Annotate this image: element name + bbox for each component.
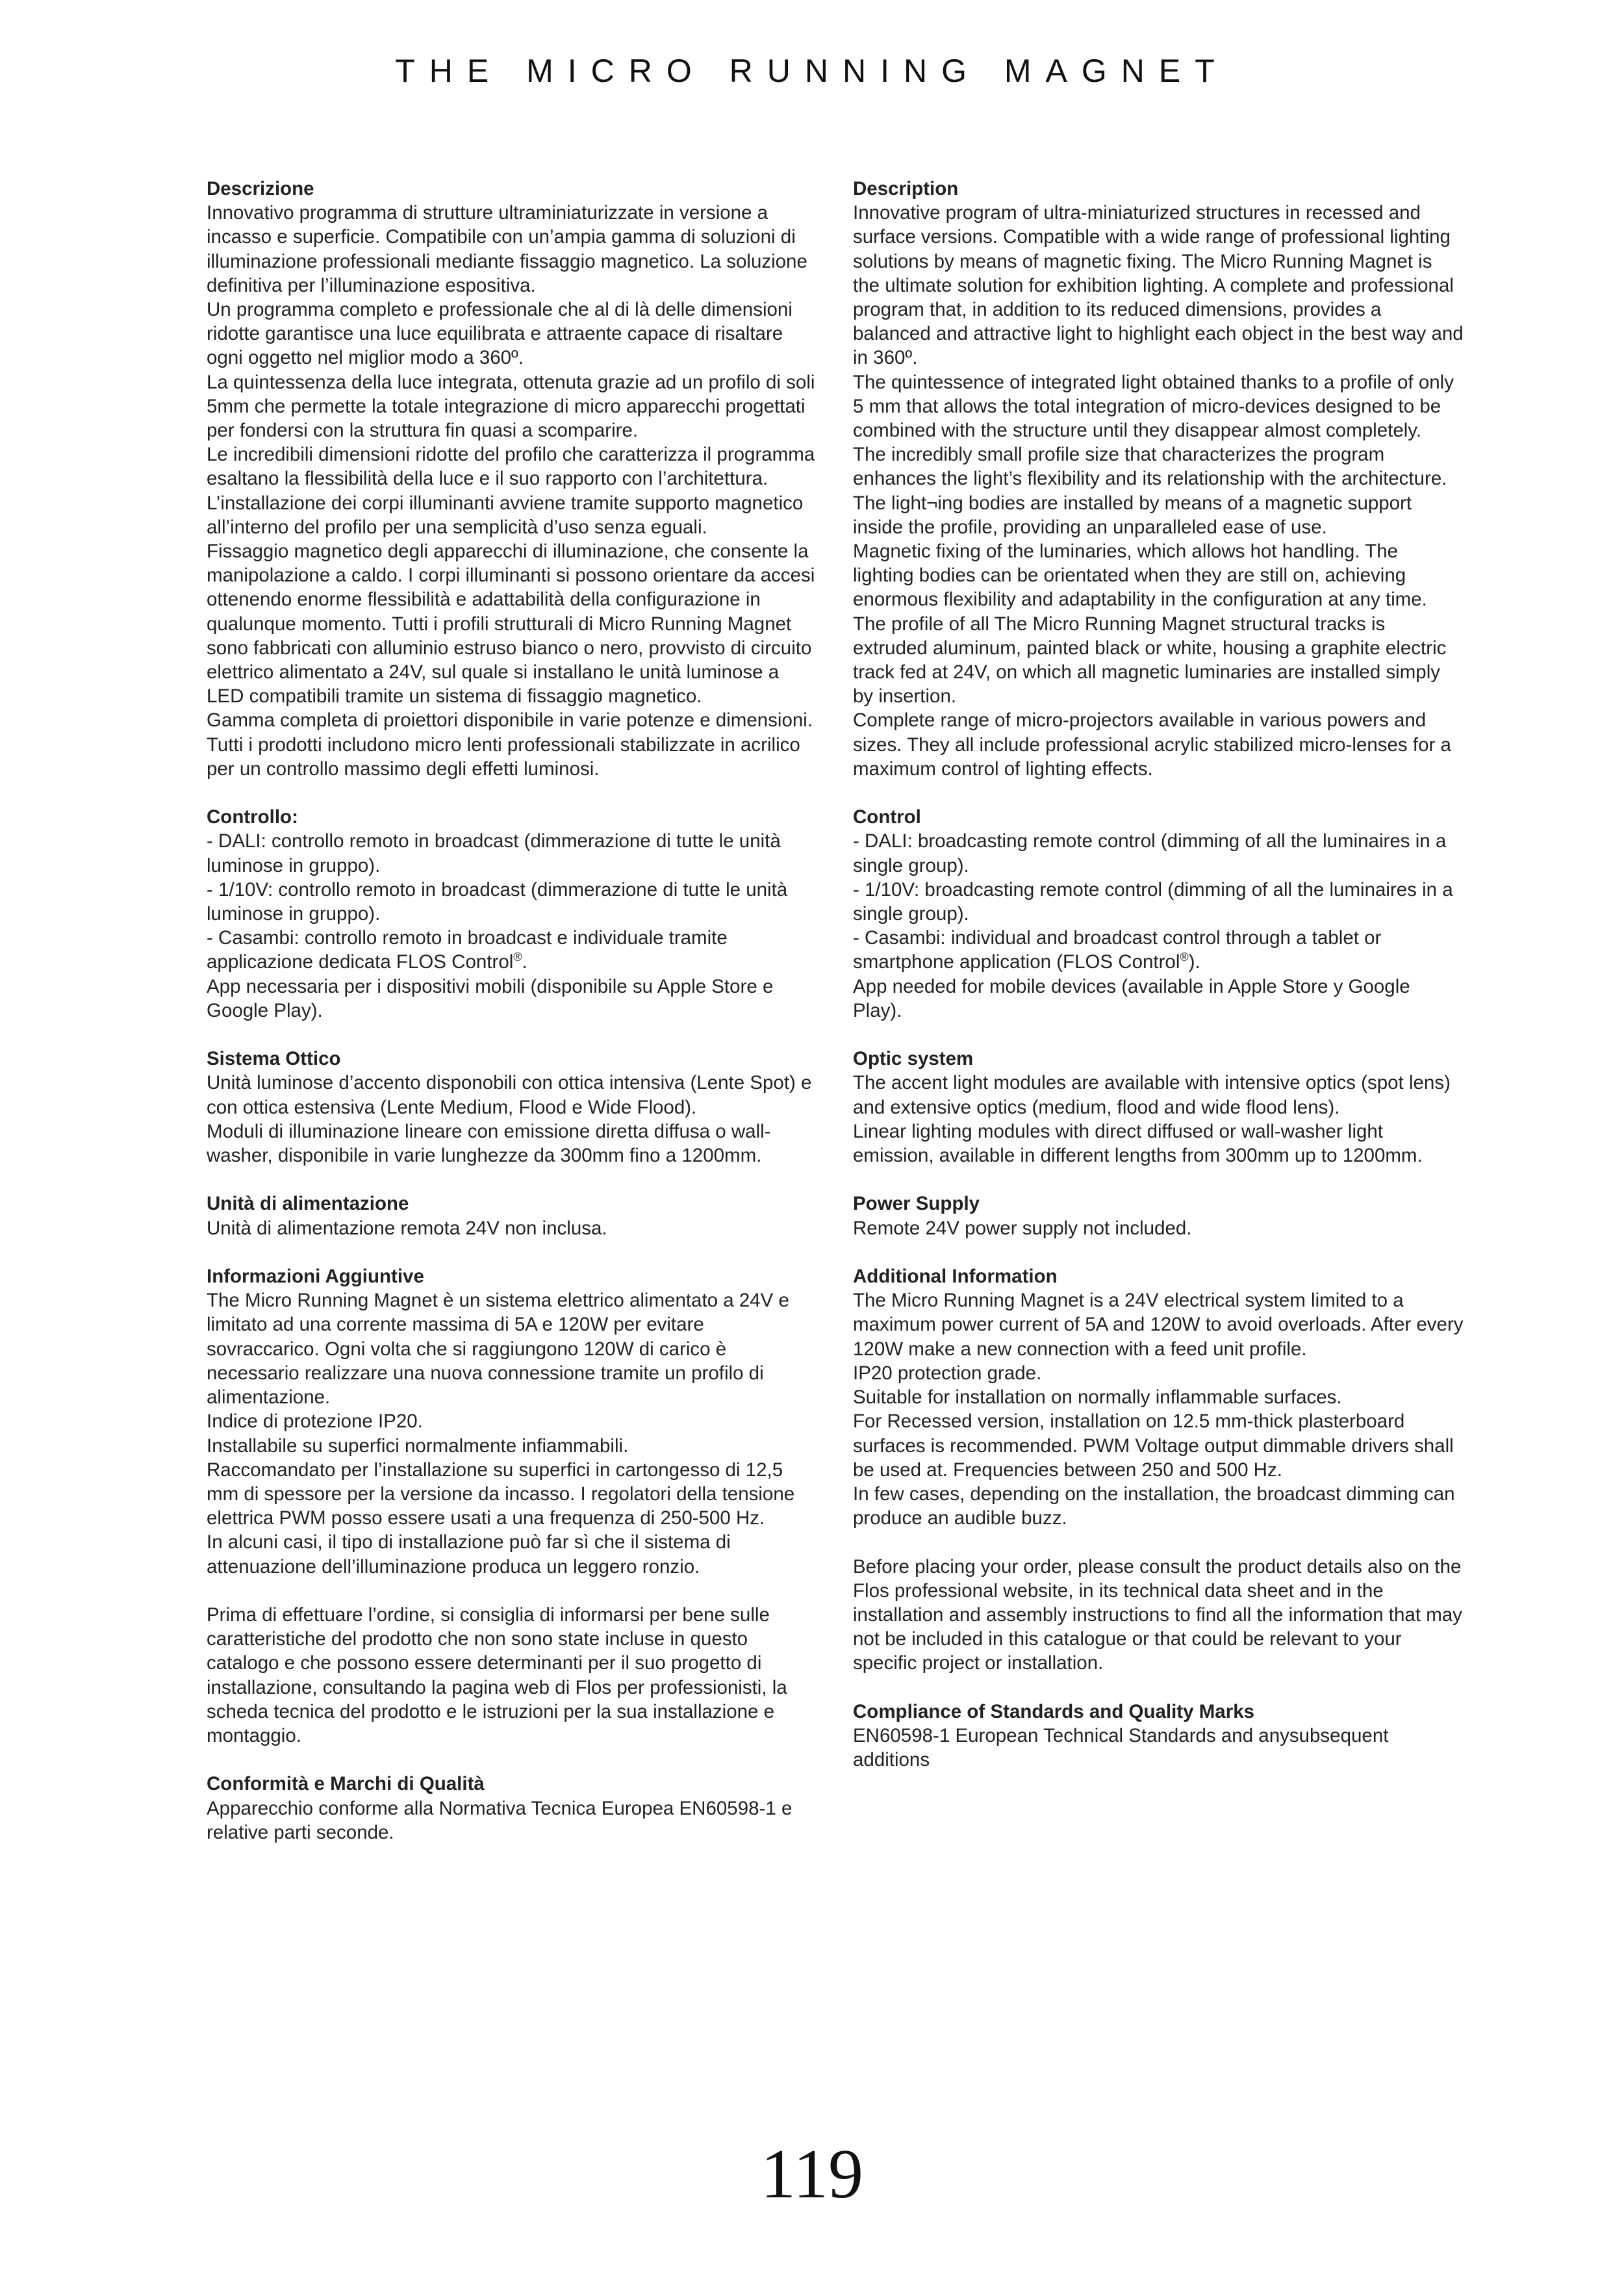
- control-line: App needed for mobile devices (available in Apple Store y Google Play).: [853, 975, 1410, 1021]
- paragraph: Apparecchio conforme alla Normativa Tecnica Europea EN60598-1 e relative parti seconde.: [207, 1797, 793, 1843]
- informazioni-aggiuntive-section: [207, 1264, 817, 1579]
- description-section: [853, 177, 1464, 781]
- paragraph: Installabile su superfici normalmente infiammabili.: [207, 1435, 629, 1457]
- paragraph: IP20 protection grade.: [853, 1362, 1042, 1384]
- paragraph: Magnetic fixing of the luminaries, which allows hot handling. The lighting bodies can be orientated when they are still on, achieving enormous flexibility and adaptability in the configuration at any time. The profile of all The Micro Running Magnet structural tracks is extruded aluminum, painted black or white, housing a graphite electric track fed at 24V, on which all magnetic luminaries are installed simply by insertion.: [853, 541, 1447, 708]
- section-heading: Informazioni Aggiuntive: [207, 1266, 424, 1288]
- paragraph: EN60598-1 European Technical Standards and anysubsequent additions: [853, 1724, 1389, 1771]
- paragraph: Un programma completo e professionale che al di là delle dimensioni ridotte garantisce una luce equilibrata e attraente capace di risaltare ogni oggetto nel miglior modo a 360º.: [207, 299, 793, 369]
- control-line-text: - Casambi: controllo remoto in broadcast e individuale tramite applicazione dedicata FLOS Control: [207, 927, 728, 973]
- english-column: [853, 177, 1464, 1796]
- registered-mark: ®: [513, 951, 522, 964]
- control-line-suffix: .: [522, 951, 527, 973]
- paragraph: Gamma completa di proiettori disponibile in varie potenze e dimensioni. Tutti i prodotti includono micro lenti professionali stabilizzate in acrilico per un controllo massimo degli effetti luminosi.: [207, 709, 813, 780]
- paragraph: Raccomandato per l’installazione su superfici in cartongesso di 12,5 mm di spessore per la versione da incasso. I regolatori della tensione elettrica PWM posso essere usati a una frequenza di 250-500 Hz.: [207, 1459, 795, 1529]
- paragraph: Suitable for installation on normally inflammable surfaces.: [853, 1386, 1342, 1409]
- optic-system-section: [853, 1047, 1464, 1168]
- section-heading: Additional Information: [853, 1266, 1058, 1288]
- sistema-ottico-section: [207, 1047, 817, 1168]
- section-heading: Descrizione: [207, 178, 314, 199]
- section-heading: Controllo:: [207, 806, 298, 828]
- paragraph: The Micro Running Magnet è un sistema elettrico alimentato a 24V e limitato ad una corrente massima di 5A e 120W per evitare sovraccarico. Ogni volta che si raggiungono 120W di carico è necessario realizzare una nuova connessione tramite un profilo di alimentazione.: [207, 1290, 789, 1409]
- section-heading: Unità di alimentazione: [207, 1193, 409, 1215]
- control-line-text: - Casambi: individual and broadcast control through a tablet or smartphone application (FLOS Control: [853, 927, 1382, 973]
- paragraph: Unità di alimentazione remota 24V non inclusa.: [207, 1217, 607, 1239]
- control-line: - DALI: broadcasting remote control (dimming of all the luminaires in a single group).: [853, 830, 1447, 876]
- paragraph: Remote 24V power supply not included.: [853, 1217, 1192, 1239]
- paragraph: Prima di effettuare l’ordine, si consiglia di informarsi per bene sulle caratteristiche del prodotto che non sono state incluse in questo catalogo e che possono essere determinanti per il suo progetto di installazione, consultando la pagina web di Flos per professionisti, la scheda tecnica del prodotto e le istruzioni per la sua installazione e montaggio.: [207, 1603, 787, 1746]
- section-heading: Power Supply: [853, 1193, 980, 1215]
- control-line: [853, 926, 1464, 974]
- paragraph: In few cases, depending on the installation, the broadcast dimming can produce an audible buzz.: [853, 1483, 1455, 1529]
- paragraph: In alcuni casi, il tipo di installazione può far sì che il sistema di attenuazione dell’illuminazione produca un leggero ronzio.: [207, 1531, 731, 1578]
- section-heading: Control: [853, 806, 921, 828]
- italian-column: [207, 177, 817, 1869]
- section-heading: Optic system: [853, 1048, 974, 1070]
- section-heading: Sistema Ottico: [207, 1048, 341, 1070]
- paragraph: Le incredibili dimensioni ridotte del profilo che caratterizza il programma esaltano la flessibilità della luce e il suo rapporto con l’architettura. L’installazione dei corpi illuminanti avviene tramite supporto magnetico all’interno del profilo per una semplicità d’uso senza eguali.: [207, 444, 815, 538]
- paragraph: Unità luminose d’accento disponobili con ottica intensiva (Lente Spot) e con ottica estensiva (Lente Medium, Flood e Wide Flood).: [207, 1072, 812, 1118]
- additional-information-section: [853, 1264, 1464, 1530]
- paragraph: Moduli di illuminazione lineare con emissione diretta diffusa o wall-washer, disponibile in varie lunghezze da 300mm fino a 1200mm.: [207, 1120, 771, 1167]
- before-order-section: [853, 1555, 1464, 1676]
- paragraph: Complete range of micro-projectors available in various powers and sizes. They all include professional acrylic stabilized micro-lenses for a maximum control of lighting effects.: [853, 709, 1451, 780]
- paragraph: The Micro Running Magnet is a 24V electrical system limited to a maximum power current of 5A and 120W to avoid overloads. After every 120W make a new connection with a feed unit profile.: [853, 1290, 1464, 1360]
- prima-ordine-section: [207, 1603, 817, 1748]
- page-number: 119: [761, 2136, 863, 2213]
- paragraph: For Recessed version, installation on 12.5 mm-thick plasterboard surfaces is recommended. PWM Voltage output dimmable drivers shall be used at. Frequencies between 250 and 500 Hz.: [853, 1411, 1454, 1481]
- compliance-section: [853, 1700, 1464, 1772]
- control-line-suffix: ).: [1188, 951, 1200, 973]
- controllo-section: [207, 805, 817, 1023]
- paragraph: Innovative program of ultra-miniaturized structures in recessed and surface versions. Compatible with a wide range of professional lighting solutions by means of magnetic fixing. The Micro Running Magnet is the ultimate solution for exhibition lighting. A complete and professional program that, in addition to its reduced dimensions, provides a balanced and attractive light to highlight each object in the best way and in 360º.: [853, 202, 1464, 369]
- paragraph: La quintessenza della luce integrata, ottenuta grazie ad un profilo di soli 5mm che permette la totale integrazione di micro apparecchi progettati per fondersi con la struttura fin quasi a scomparire.: [207, 371, 815, 442]
- paragraph: Linear lighting modules with direct diffused or wall-washer light emission, available in different lengths from 300mm up to 1200mm.: [853, 1120, 1423, 1167]
- control-section: [853, 805, 1464, 1023]
- control-line: - DALI: controllo remoto in broadcast (dimmerazione di tutte le unità luminose in gruppo).: [207, 830, 781, 876]
- paragraph: Fissaggio magnetico degli apparecchi di illuminazione, che consente la manipolazione a caldo. I corpi illuminanti si possono orientare da accesi ottenendo enorme flessibilità e adattabilità della configurazione in qualunque momento. Tutti i profili strutturali di Micro Running Magnet sono fabbricati con alluminio estruso bianco o nero, provvisto di circuito elettrico alimentato a 24V, sul quale si installano le unità luminose a LED compatibili tramite un sistema di fissaggio magnetico.: [207, 541, 815, 708]
- section-heading: Description: [853, 178, 959, 199]
- control-line: App necessaria per i dispositivi mobili (disponibile su Apple Store e Google Play).: [207, 975, 774, 1021]
- power-supply-section: [853, 1192, 1464, 1240]
- descrizione-section: [207, 177, 817, 781]
- control-line: - 1/10V: controllo remoto in broadcast (dimmerazione di tutte le unità luminose in gruppo).: [207, 878, 788, 925]
- section-heading: Compliance of Standards and Quality Marks: [853, 1700, 1255, 1722]
- control-line: - 1/10V: broadcasting remote control (dimming of all the luminaires in a single group).: [853, 878, 1453, 925]
- paragraph: Before placing your order, please consult the product details also on the Flos professional website, in its technical data sheet and in the installation and assembly instructions to find all the information that may not be included in this catalogue or that could be relevant to your specific project or installation.: [853, 1555, 1462, 1674]
- paragraph: The quintessence of integrated light obtained thanks to a profile of only 5 mm that allows the total integration of micro-devices designed to be combined with the structure until they disappear almost completely.: [853, 371, 1454, 442]
- paragraph: Innovativo programma di strutture ultraminiaturizzate in versione a incasso e superficie. Compatibile con un’ampia gamma di soluzioni di illuminazione professionali mediante fissaggio magnetico. La soluzione definitiva per l’illuminazione espositiva.: [207, 202, 807, 296]
- paragraph: The accent light modules are available with intensive optics (spot lens) and extensive optics (medium, flood and wide flood lens).: [853, 1072, 1451, 1118]
- paragraph: Indice di protezione IP20.: [207, 1411, 423, 1433]
- conformita-section: [207, 1772, 817, 1845]
- section-heading: Conformità e Marchi di Qualità: [207, 1773, 485, 1795]
- control-line: [207, 926, 817, 974]
- page-title: THE MICRO RUNNING MAGNET: [395, 53, 1229, 89]
- alimentazione-section: [207, 1192, 817, 1240]
- paragraph: The incredibly small profile size that characterizes the program enhances the light’s flexibility and its relationship with the architecture. The light¬ing bodies are installed by means of a magnetic support inside the profile, providing an unparalleled ease of use.: [853, 444, 1447, 538]
- registered-mark: ®: [1180, 951, 1189, 964]
